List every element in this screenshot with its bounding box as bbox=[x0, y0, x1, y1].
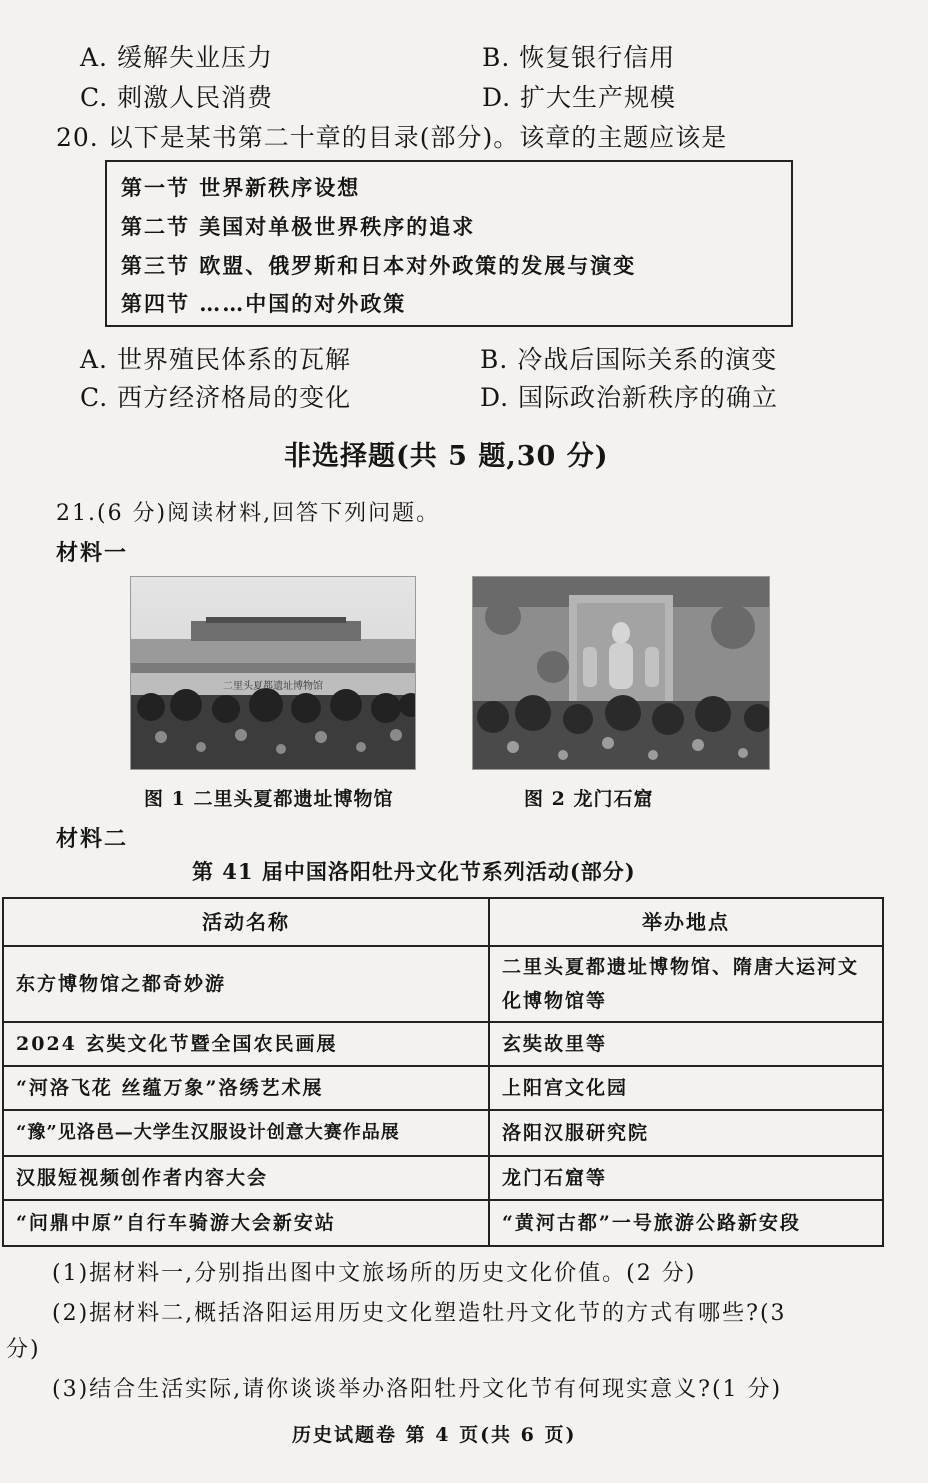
table-row bbox=[3, 946, 883, 1022]
activity-venue: 洛阳汉服研究院 bbox=[489, 1110, 883, 1156]
activity-venue: 上阳宫文化园 bbox=[489, 1066, 883, 1110]
q19-option-a: A. 缓解失业压力 bbox=[80, 43, 273, 72]
sub-question-1: (1)据材料一,分别指出图中文旅场所的历史文化价值。(2 分) bbox=[52, 1261, 697, 1286]
q19-option-d: D. 扩大生产规模 bbox=[482, 83, 677, 112]
q20-option-a: A. 世界殖民体系的瓦解 bbox=[80, 345, 351, 374]
table-row bbox=[3, 1066, 883, 1110]
table-row bbox=[3, 1022, 883, 1066]
activity-venue: “黄河古都”一号旅游公路新安段 bbox=[489, 1200, 883, 1246]
q20-option-d: D. 国际政治新秩序的确立 bbox=[480, 383, 779, 412]
table-row bbox=[3, 1200, 883, 1246]
section-heading: 非选择题(共 5 题,30 分) bbox=[284, 441, 609, 472]
activity-name: 东方博物馆之都奇妙游 bbox=[3, 946, 489, 1022]
toc-line: 第三节 欧盟、俄罗斯和日本对外政策的发展与演变 bbox=[121, 253, 637, 278]
toc-line: 第二节 美国对单极世界秩序的追求 bbox=[121, 214, 476, 239]
sub-question-2-cont: 分) bbox=[6, 1337, 41, 1362]
material1-label: 材料一 bbox=[56, 540, 129, 566]
activity-venue: 龙门石窟等 bbox=[489, 1156, 883, 1200]
q21-stem: 21.(6 分)阅读材料,回答下列问题。 bbox=[56, 501, 441, 526]
header-activity-name: 活动名称 bbox=[3, 898, 489, 946]
sub-question-2: (2)据材料二,概括洛阳运用历史文化塑造牡丹文化节的方式有哪些?(3 bbox=[52, 1301, 787, 1326]
toc-line: 第一节 世界新秩序设想 bbox=[121, 175, 361, 200]
table-row bbox=[3, 1156, 883, 1200]
fig1-caption: 图 1 二里头夏都遗址博物馆 bbox=[144, 788, 394, 810]
header-venue: 举办地点 bbox=[489, 898, 883, 946]
table-header-row bbox=[3, 898, 883, 946]
q20-option-c: C. 西方经济格局的变化 bbox=[80, 383, 352, 412]
activity-name: 汉服短视频创作者内容大会 bbox=[3, 1156, 489, 1200]
activities-table bbox=[2, 897, 884, 1247]
page-footer: 历史试题卷 第 4 页(共 6 页) bbox=[292, 1424, 577, 1446]
toc-line: 第四节 ……中国的对外政策 bbox=[121, 291, 407, 316]
q20-stem: 20. 以下是某书第二十章的目录(部分)。该章的主题应该是 bbox=[56, 123, 728, 152]
activity-venue: 二里头夏都遗址博物馆、隋唐大运河文化博物馆等 bbox=[489, 946, 883, 1022]
table-row bbox=[3, 1110, 883, 1156]
activity-name: 2024 玄奘文化节暨全国农民画展 bbox=[3, 1022, 489, 1066]
museum-photo bbox=[130, 576, 416, 770]
q19-option-c: C. 刺激人民消费 bbox=[80, 83, 274, 112]
activity-venue: 玄奘故里等 bbox=[489, 1022, 883, 1066]
fig2-caption: 图 2 龙门石窟 bbox=[524, 788, 654, 810]
grottoes-photo bbox=[472, 576, 770, 770]
sub-question-3: (3)结合生活实际,请你谈谈举办洛阳牡丹文化节有何现实意义?(1 分) bbox=[52, 1377, 783, 1402]
q19-option-b: B. 恢复银行信用 bbox=[482, 43, 676, 72]
q20-option-b: B. 冷战后国际关系的演变 bbox=[480, 345, 778, 374]
table-title: 第 41 届中国洛阳牡丹文化节系列活动(部分) bbox=[192, 859, 636, 884]
museum-sign: 二里头夏都遗址博物馆 bbox=[223, 681, 323, 692]
activity-name: “河洛飞花 丝蕴万象”洛绣艺术展 bbox=[3, 1066, 489, 1110]
material2-label: 材料二 bbox=[56, 826, 129, 852]
q20-toc-box bbox=[105, 160, 793, 327]
activity-name: “豫”见洛邑—大学生汉服设计创意大赛作品展 bbox=[3, 1110, 489, 1156]
activity-name: “问鼎中原”自行车骑游大会新安站 bbox=[3, 1200, 489, 1246]
